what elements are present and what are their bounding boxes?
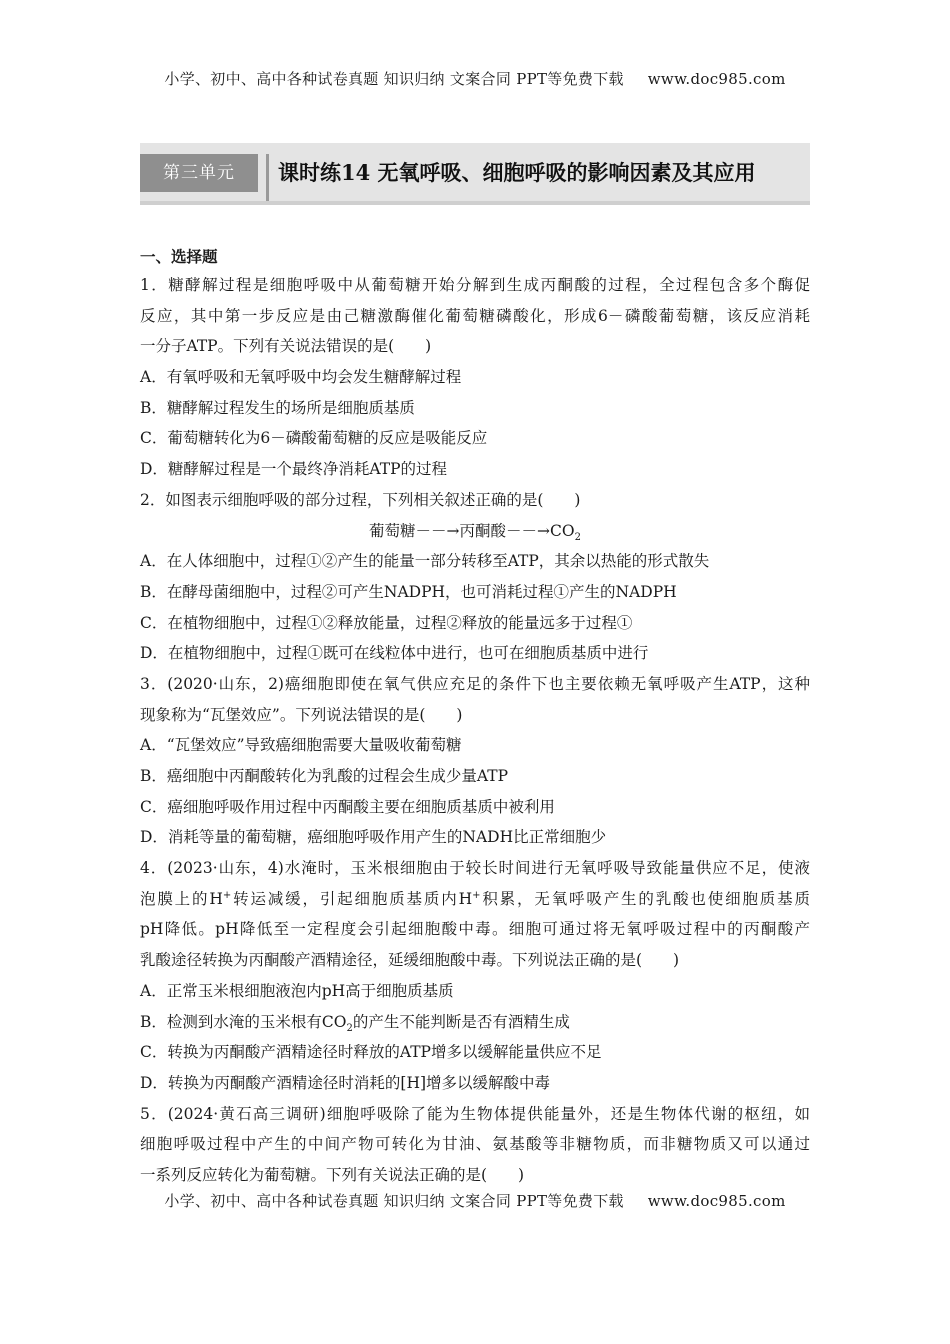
fig-co2: CO xyxy=(550,521,575,540)
lesson-title: 课时练14 无氧呼吸、细胞呼吸的影响因素及其应用 xyxy=(278,160,756,185)
q2-option-b: B．在酵母菌细胞中，过程②可产生NADPH，也可消耗过程①产生的NADPH xyxy=(140,582,677,601)
page-header xyxy=(0,68,950,89)
q3-option-b: B．癌细胞中丙酮酸转化为乳酸的过程会生成少量ATP xyxy=(140,767,509,785)
q4-line2-part1: 泡膜上的H xyxy=(140,889,223,908)
q1-option-a: A．有氧呼吸和无氧呼吸中均会发生糖酵解过程 xyxy=(140,368,462,387)
unit-banner xyxy=(140,143,810,213)
h-plus-superscript-2: + xyxy=(472,889,481,901)
h-plus-superscript: + xyxy=(222,889,232,901)
banner-divider xyxy=(266,154,269,201)
q5-stem-line1: 5．(2024·黄石高三调研)细胞呼吸除了能为生物体提供能量外，还是生物体代谢的枢纽，如 xyxy=(140,1104,810,1123)
q3-stem-line1: 3．(2020·山东，2)癌细胞即使在氧气供应充足的条件下也主要依赖无氧呼吸产生ATP，这种 xyxy=(140,674,810,693)
q2-stem: 2．如图表示细胞呼吸的部分过程，下列相关叙述正确的是( ) xyxy=(140,490,581,509)
unit-label: 第三单元 xyxy=(140,154,258,192)
q4-option-c: C．转换为丙酮酸产酒精途径时释放的ATP增多以缓解能量供应不足 xyxy=(140,1043,602,1062)
q4-stem-line1: 4．(2023·山东，4)水淹时，玉米根细胞由于较长时间进行无氧呼吸导致能量供应不足，使液 xyxy=(140,859,810,878)
footer-site[interactable]: www.doc985.com xyxy=(647,1192,786,1210)
q3-option-d: D．消耗等量的葡萄糖，癌细胞呼吸作用产生的NADH比正常细胞少 xyxy=(140,828,607,847)
fig-glucose: 葡萄糖 xyxy=(369,521,416,540)
q2-option-a: A．在人体细胞中，过程①②产生的能量一部分转移至ATP，其余以热能的形式散失 xyxy=(140,552,710,571)
fig-co2-subscript: 2 xyxy=(574,531,581,543)
q5-stem-line2: 细胞呼吸过程中产生的中间产物可转化为甘油、氨基酸等非糖物质，而非糖物质又可以通过 xyxy=(140,1135,810,1154)
q2-figure xyxy=(140,516,810,547)
header-site[interactable]: www.doc985.com xyxy=(647,70,786,88)
q3-option-c: C．癌细胞呼吸作用过程中丙酮酸主要在细胞质基质中被利用 xyxy=(140,797,555,816)
fig-pyruvate: 丙酮酸 xyxy=(459,521,507,540)
q3-option-a: A．“瓦堡效应”导致癌细胞需要大量吸收葡萄糖 xyxy=(140,736,462,755)
question-content xyxy=(140,244,810,1191)
q4-stem-line2 xyxy=(140,884,810,915)
q5-stem-line3: 一系列反应转化为葡萄糖。下列有关说法正确的是( ) xyxy=(140,1165,525,1184)
q1-option-b: B．糖酵解过程发生的场所是细胞质基质 xyxy=(140,398,415,417)
header-text: 小学、初中、高中各种试卷真题 知识归纳 文案合同 PPT等免费下载 xyxy=(164,70,624,88)
q4-option-a: A．正常玉米根细胞液泡内pH高于细胞质基质 xyxy=(140,981,454,1000)
q4-line2-part2: 转运减缓，引起细胞质基质内H xyxy=(231,889,473,908)
fig-arrow-2: －－→ xyxy=(506,521,551,540)
page-footer xyxy=(0,1190,950,1211)
q4-option-d: D．转换为丙酮酸产酒精途径时消耗的[H]增多以缓解酸中毒 xyxy=(140,1073,551,1092)
footer-text: 小学、初中、高中各种试卷真题 知识归纳 文案合同 PPT等免费下载 xyxy=(164,1192,624,1210)
fig-arrow-1: －－→ xyxy=(415,521,460,540)
section-heading: 一、选择题 xyxy=(140,247,218,266)
q4-option-b-part2: 的产生不能判断是否有酒精生成 xyxy=(352,1012,570,1031)
q1-stem-line2: 反应，其中第一步反应是由己糖激酶催化葡萄糖磷酸化，形成6－磷酸葡萄糖，该反应消耗 xyxy=(140,306,810,325)
q1-option-c: C．葡萄糖转化为6－磷酸葡萄糖的反应是吸能反应 xyxy=(140,429,488,448)
q4-line2-part3: 积累，无氧呼吸产生的乳酸也使细胞质基质 xyxy=(480,889,810,908)
q1-stem-line1: 1．糖酵解过程是细胞呼吸中从葡萄糖开始分解到生成丙酮酸的过程，全过程包含多个酶促 xyxy=(140,276,810,294)
q4-option-b-part1: B．检测到水淹的玉米根有CO xyxy=(140,1012,347,1031)
q2-option-d: D．在植物细胞中，过程①既可在线粒体中进行，也可在细胞质基质中进行 xyxy=(140,644,649,663)
co2-subscript: 2 xyxy=(346,1022,353,1034)
q1-option-d: D．糖酵解过程是一个最终净消耗ATP的过程 xyxy=(140,460,448,479)
q4-stem-line3: pH降低。pH降低至一定程度会引起细胞酸中毒。细胞可通过将无氧呼吸过程中的丙酮酸产 xyxy=(140,920,810,939)
q1-stem-line3: 一分子ATP。下列有关说法错误的是( ) xyxy=(140,337,432,356)
q3-stem-line2: 现象称为“瓦堡效应”。下列说法错误的是( ) xyxy=(140,705,463,724)
q2-option-c: C．在植物细胞中，过程①②释放能量，过程②释放的能量远多于过程① xyxy=(140,613,633,632)
q4-option-b xyxy=(140,1007,810,1038)
q4-stem-line4: 乳酸途径转换为丙酮酸产酒精途径，延缓细胞酸中毒。下列说法正确的是( ) xyxy=(140,951,680,970)
